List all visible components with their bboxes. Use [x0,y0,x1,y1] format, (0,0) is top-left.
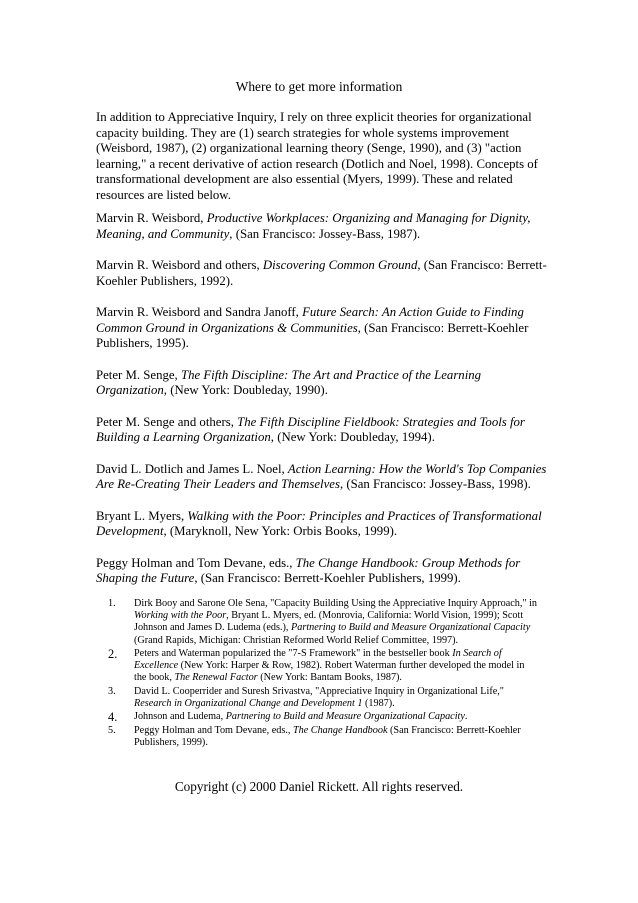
reference-author: Marvin R. Weisbord, [96,211,207,225]
endnote-number: 3. [108,685,116,697]
reference-publication: , (San Francisco: Berrett-Koehler Publishers, 1999). [194,571,461,585]
reference-item [96,462,548,493]
endnote-number: 2. [108,647,118,661]
reference-title: Discovering Common Ground [262,258,418,272]
endnote-title: Research in Organizational Change and Development 1 [134,698,363,709]
endnote-number: 5. [108,724,116,736]
endnote-segment: Johnson and Ludema, [134,711,226,723]
reference-item [96,556,548,587]
endnote-title: Working with the Poor [134,610,227,622]
reference-title: The Change Handbook: Group Methods for Shaping the Future [96,555,521,585]
endnote-title: The Renewal Factor [174,672,258,684]
reference-item [96,509,548,540]
reference-author: Peggy Holman and Tom Devane, eds., [96,555,296,570]
endnotes-list [108,598,538,750]
endnote-item [108,598,538,647]
endnote-segment: Dirk Booy and Sarone Ole Sena, "Capacity Building Using the Appreciative Inquiry Approach," in [134,598,538,609]
reference-publication: , (New York: Doubleday, 1990). [163,383,328,397]
reference-title: Future Search: An Action Guide to Finding Common Ground in Organizations & Communities [96,305,524,335]
reference-author: Peter M. Senge and others, [96,414,238,429]
reference-author: Bryant L. Myers, [96,508,188,523]
endnote-segment: (New York: Harper & Row, 1982). Robert Waterman further developed the model in the book, [134,660,525,684]
reference-publication: , (Maryknoll, New York: Orbis Books, 1999). [163,524,398,538]
endnote-segment: Peters and Waterman popularized the "7-S Framework" in the bestseller book [134,648,453,659]
reference-item [96,368,548,399]
reference-title: The Fifth Discipline Fieldbook: Strategies and Tools for Building a Learning Organization [96,414,525,444]
reference-publication: , (San Francisco: Jossey-Bass, 1987). [229,226,421,241]
reference-item [96,211,548,242]
endnote-segment: . [464,711,468,723]
reference-title: Action Learning: How the World's Top Companies Are Re-Creating Their Leaders and Themselves [96,461,547,491]
endnote-item [108,686,538,710]
endnote-segment: (San Francisco: Berrett-Koehler Publishers, 1999). [134,724,521,748]
endnote-title: Partnering to Build and Measure Organizational Capacity [291,622,531,634]
endnote-text [134,711,538,723]
endnote-number: 4. [108,710,118,725]
reference-publication: , (San Francisco: Berrett-Koehler Publishers, 1995). [96,320,529,350]
endnote-title: The Change Handbook [292,724,388,736]
reference-publication: , (San Francisco: Berrett-Koehler Publishers, 1992). [96,258,547,288]
endnote-segment: (Grand Rapids, Michigan: Christian Reformed World Relief Committee, 1997). [134,634,459,646]
endnote-segment: (1987). [362,698,395,709]
reference-author: Marvin R. Weisbord and Sandra Janoff, [96,305,303,319]
reference-item [96,415,548,446]
endnote-text [134,686,538,710]
reference-publication: , (San Francisco: Jossey-Bass, 1998). [339,477,531,491]
intro-paragraph: In addition to Appreciative Inquiry, I rely on three explicit theories for organizational capacity building. They are (1) search strategies for whole systems improvement (Weisbord, 1987), (2) organizational learning theory (Senge, 1990), and (3) "action learning," a recent derivative of action research (Dotlich and Noel, 1998). Concepts of transformational development are also essential (Myers, 1999). These and related resources are listed below. [96,110,538,202]
reference-title: Productive Workplaces: Organizing and Managing for Dignity, Meaning, and Community [96,211,531,241]
reference-author: Peter M. Senge, [96,367,181,382]
page-title: Where to get more information [235,79,403,94]
endnote-segment: , Bryant L. Myers, ed. (Monrovia, California: World Vision, 1999); Scott Johnson and James D. Ludema (eds.), [134,610,524,634]
endnote-segment: Peggy Holman and Tom Devane, eds., [134,724,293,736]
reference-item [96,258,548,289]
endnote-number: 1. [108,598,116,609]
reference-author: Marvin R. Weisbord and others, [96,258,263,272]
endnote-title: Partnering to Build and Measure Organizational Capacity [225,711,465,723]
endnote-item [108,725,538,749]
endnote-text [134,598,538,647]
endnote-segment: David L. Cooperrider and Suresh Srivastva, "Appreciative Inquiry in Organizational Life," [134,685,504,697]
endnote-title: In Search of Excellence [134,648,502,672]
reference-author: David L. Dotlich and James L. Noel, [96,461,288,476]
reference-publication: , (New York: Doubleday, 1994). [270,430,435,444]
reference-title: Walking with the Poor: Principles and Practices of Transformational Development [96,508,542,538]
endnote-segment: (New York: Bantam Books, 1987). [257,672,402,684]
endnote-item [108,711,538,723]
endnote-text [134,648,538,685]
endnote-item [108,648,538,685]
reference-item [96,305,548,352]
endnote-text [134,725,538,749]
reference-list [96,211,548,587]
copyright-notice: Copyright (c) 2000 Daniel Rickett. All rights reserved. [174,779,464,794]
reference-title: The Fifth Discipline: The Art and Practice of the Learning Organization [96,367,482,397]
